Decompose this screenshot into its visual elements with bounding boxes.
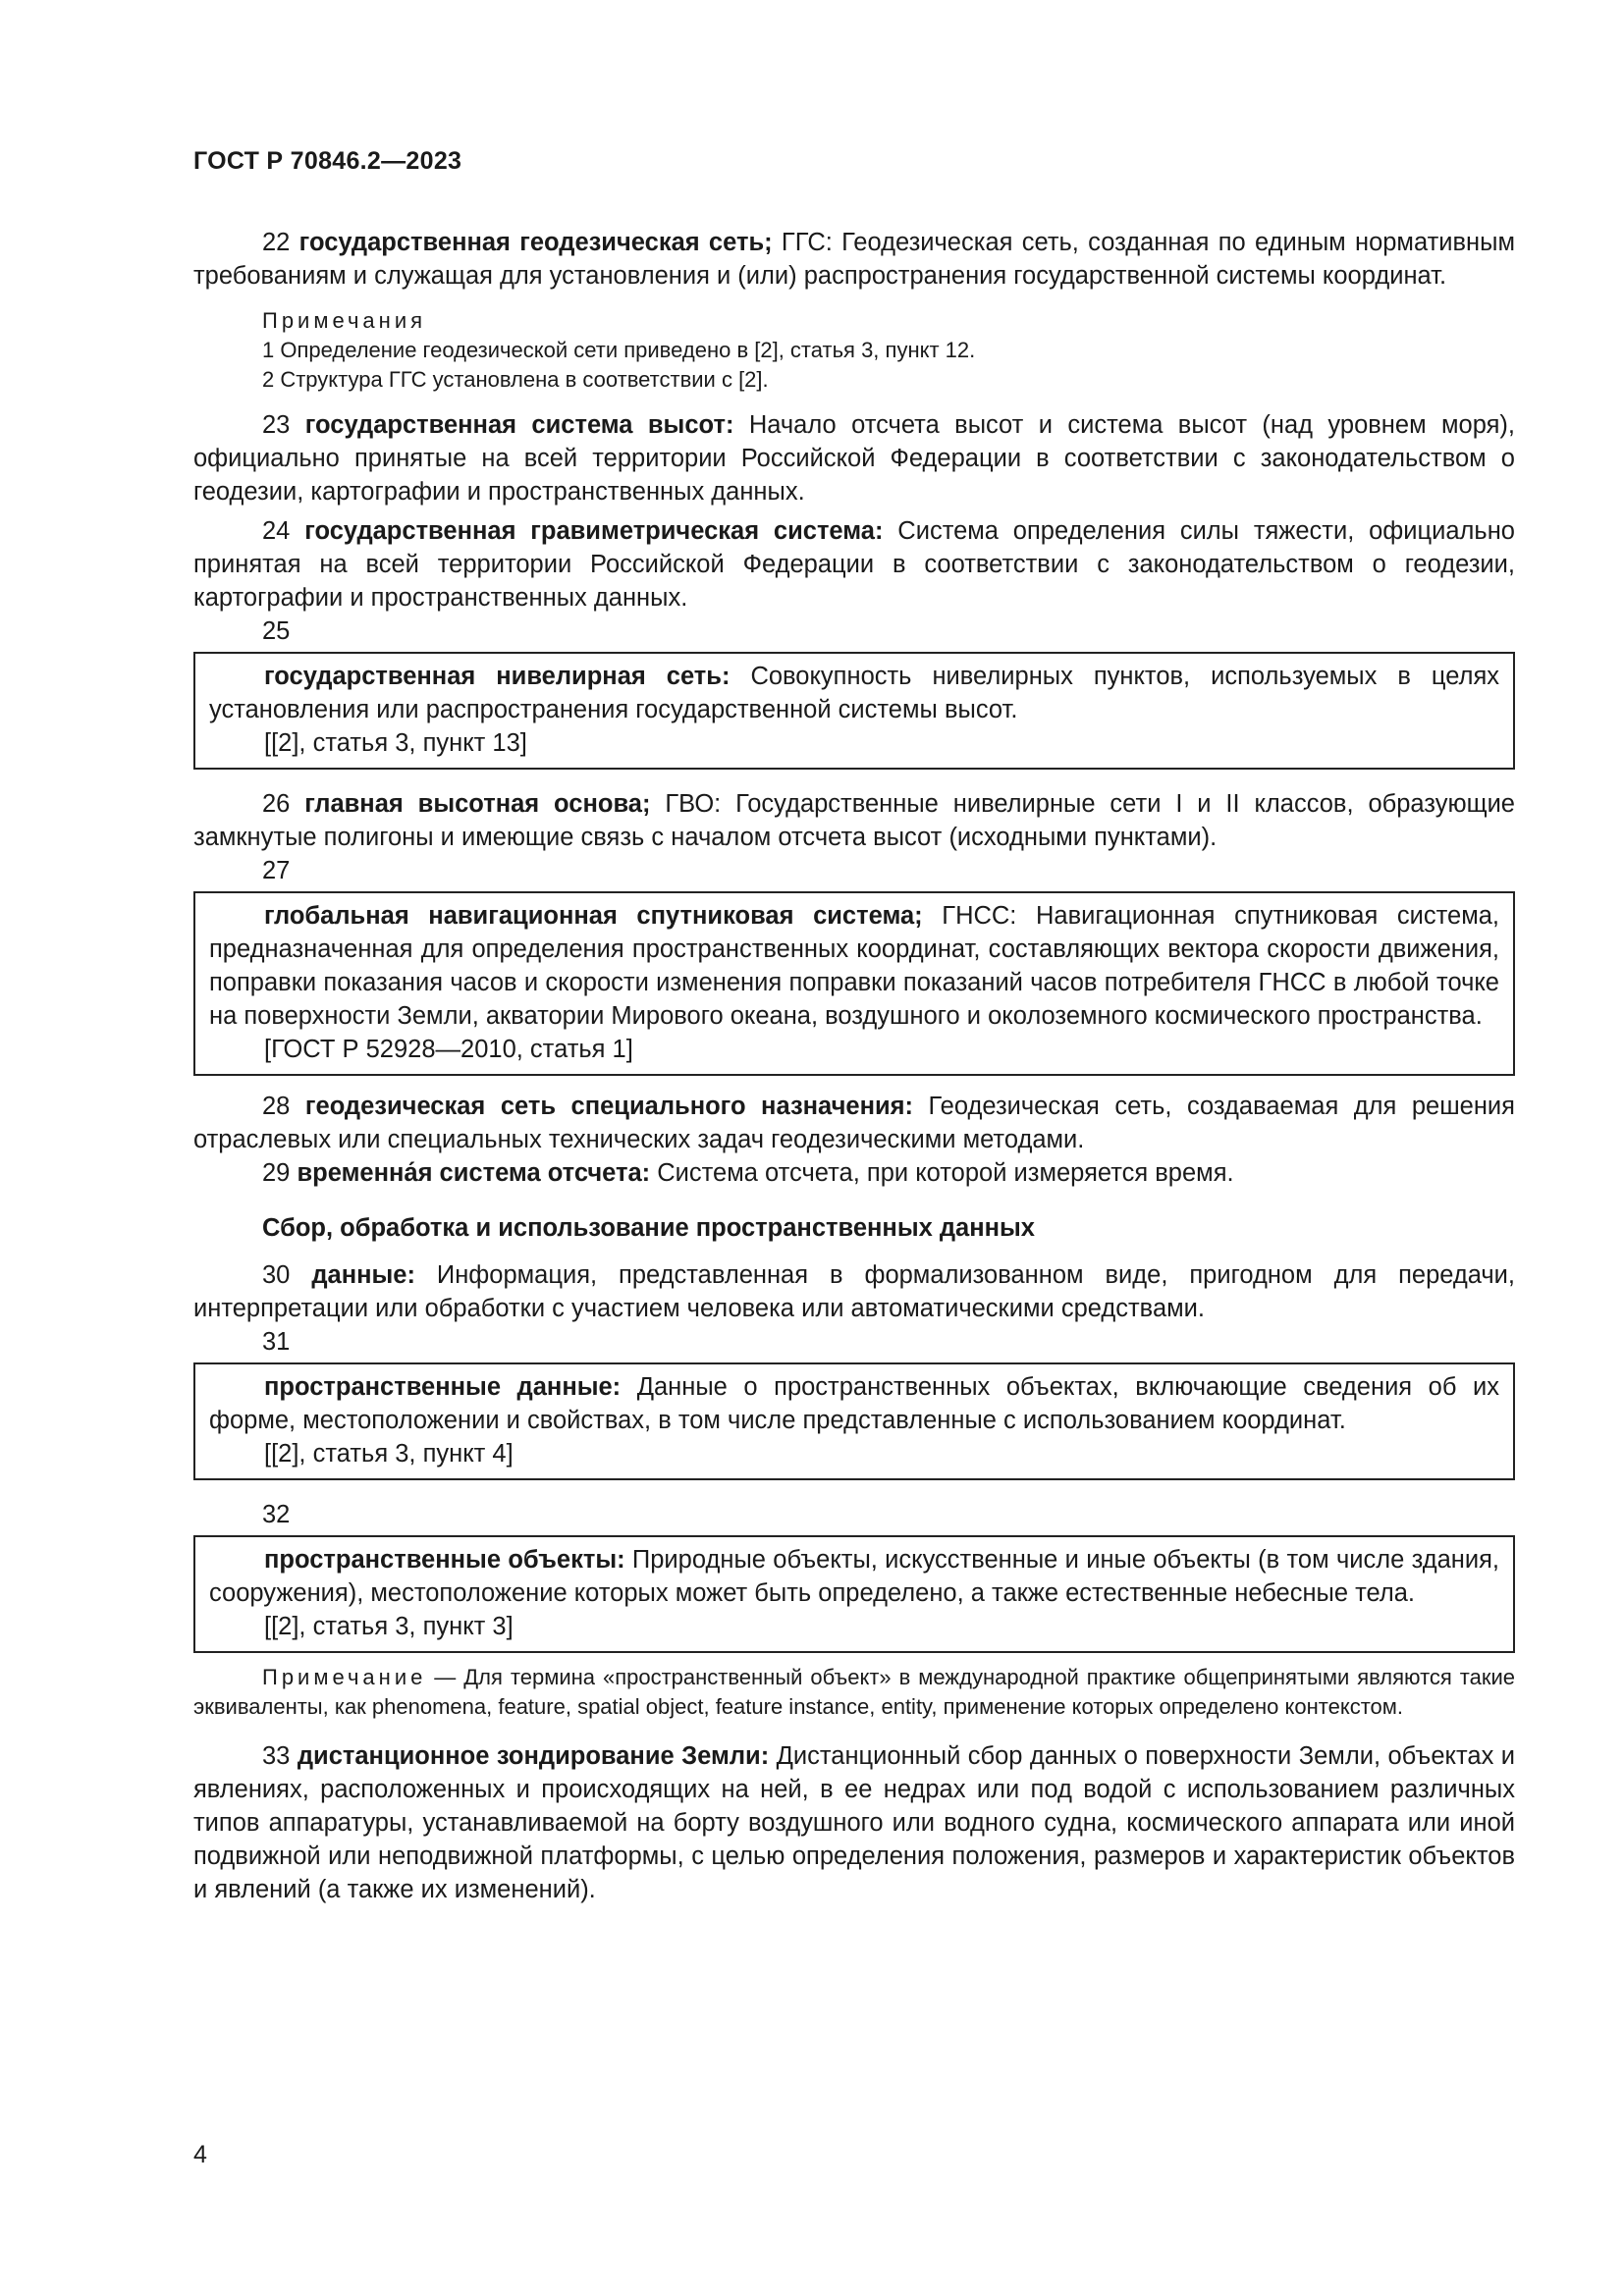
term-number: 28 — [262, 1093, 291, 1120]
term-source: [ГОСТ Р 52928—2010, статья 1] — [264, 1036, 633, 1063]
term-28 — [193, 1090, 1515, 1156]
term-name: дистанционное зондирование Земли: — [297, 1742, 770, 1770]
term-name: данные: — [311, 1261, 415, 1289]
term-definition: ГНСС: Навигационная спутниковая система, предназначенная для определения пространственных координат, составляющих вектора скорости движения, поправки показания часов и скорости изменения поправки показаний часов потребителя ГНСС в любой точке на поверхности Земли, акватории Мирового океана, воздушного и околоземного космического пространства. — [209, 902, 1499, 1030]
term-definition: Начало отсчета высот и система высот (над уровнем моря), официально принятые на всей территории Российской Федерации в соответствии с законодательством о геодезии, картографии и пространственных данных. — [193, 411, 1515, 506]
term-definition: ГВО: Государственные нивелирные сети I и II классов, образующие замкнутые полигоны и имеющие связь с началом отсчета высот (исходными пунктами). — [193, 790, 1515, 851]
term-definition: Природные объекты, искусственные и иные объекты (в том числе здания, сооружения), местоположение которых может быть определено, а также естественные небесные тела. — [209, 1546, 1500, 1607]
term-number: 26 — [262, 790, 291, 818]
term-name: пространственные данные: — [264, 1373, 622, 1401]
note-label: Примечание — [262, 1665, 427, 1689]
section-title: Сбор, обработка и использование пространственных данных — [262, 1214, 1035, 1242]
term-number-31: 31 — [262, 1328, 291, 1356]
note-text: — Для термина «пространственный объект» в международной практике общепринятыми являются такие эквиваленты, как phenomena, feature, spatial object, feature instance, entity, применение которых определено контекстом. — [193, 1665, 1515, 1719]
term-name: главная высотная основа; — [304, 790, 651, 818]
term-name: временна́я система отсчета: — [297, 1159, 651, 1187]
term-name: государственная система высот: — [304, 411, 734, 439]
notes-title: Примечания — [262, 308, 427, 333]
term-box-31 — [193, 1362, 1515, 1480]
term-definition: Система определения силы тяжести, официально принятая на всей территории Российской Федерации в соответствии с законодательством о геодезии, картографии и пространственных данных. — [193, 517, 1515, 612]
term-number: 23 — [262, 411, 291, 439]
term-number: 30 — [262, 1261, 291, 1289]
term-23 — [193, 408, 1515, 508]
term-source: [[2], статья 3, пункт 4] — [264, 1440, 514, 1468]
notes-22 — [262, 306, 1515, 395]
term-definition: Дистанционный сбор данных о поверхности Земли, объектах и явлениях, расположенных и происходящих на ней, в ее недрах или под водой с использованием различных типов аппаратуры, устанавливаемой на борту воздушного или водного судна, космического аппарата или иной подвижной или неподвижной платформы, с целью определения положения, размеров и характеристик объектов и явлений (а также их изменений). — [193, 1742, 1515, 1903]
term-definition: ГГС: Геодезическая сеть, созданная по единым нормативным требованиям и служащая для установления и (или) распространения государственной системы координат. — [193, 229, 1516, 290]
term-24 — [193, 514, 1515, 614]
term-number: 24 — [262, 517, 291, 545]
term-name: геодезическая сеть специального назначения: — [304, 1093, 914, 1120]
term-number-25: 25 — [262, 617, 291, 645]
term-name: государственная гравиметрическая система: — [304, 517, 884, 545]
term-name: пространственные объекты: — [264, 1546, 625, 1574]
term-definition: Система отсчета, при которой измеряется время. — [650, 1159, 1234, 1187]
term-name: глобальная навигационная спутниковая система; — [264, 902, 923, 930]
term-26 — [193, 787, 1515, 854]
term-source: [[2], статья 3, пункт 3] — [264, 1613, 514, 1640]
term-number: 22 — [262, 229, 291, 256]
page-number: 4 — [193, 2141, 207, 2168]
term-definition: Совокупность нивелирных пунктов, используемых в целях установления или распространения государственной системы высот. — [209, 663, 1500, 723]
term-name: государственная нивелирная сеть: — [264, 663, 731, 690]
note-item: 1 Определение геодезической сети приведено в [2], статья 3, пункт 12. — [262, 338, 976, 362]
term-33 — [193, 1739, 1515, 1906]
term-box-25 — [193, 652, 1515, 770]
term-definition: Геодезическая сеть, создаваемая для решения отраслевых или специальных технических задач геодезическими методами. — [193, 1093, 1515, 1153]
document-header: ГОСТ Р 70846.2—2023 — [193, 147, 462, 175]
document-content — [193, 226, 1515, 1906]
term-number-32: 32 — [262, 1501, 291, 1528]
term-22 — [193, 226, 1515, 293]
term-definition: Данные о пространственных объектах, включающие сведения об их форме, местоположении и свойствах, в том числе представленные с использованием координат. — [209, 1373, 1499, 1434]
term-number-27: 27 — [262, 857, 291, 884]
note-32 — [193, 1663, 1515, 1722]
term-name: государственная геодезическая сеть; — [298, 229, 773, 256]
term-box-32 — [193, 1535, 1515, 1653]
term-definition: Информация, представленная в формализованном виде, пригодном для передачи, интерпретации или обработки с участием человека или автоматическими средствами. — [193, 1261, 1515, 1322]
term-number: 29 — [262, 1159, 291, 1187]
term-source: [[2], статья 3, пункт 13] — [264, 729, 527, 757]
term-30 — [193, 1258, 1515, 1325]
term-number: 33 — [262, 1742, 291, 1770]
term-box-27 — [193, 891, 1515, 1076]
term-29 — [193, 1156, 1515, 1190]
note-item: 2 Структура ГГС установлена в соответствии с [2]. — [262, 367, 769, 392]
